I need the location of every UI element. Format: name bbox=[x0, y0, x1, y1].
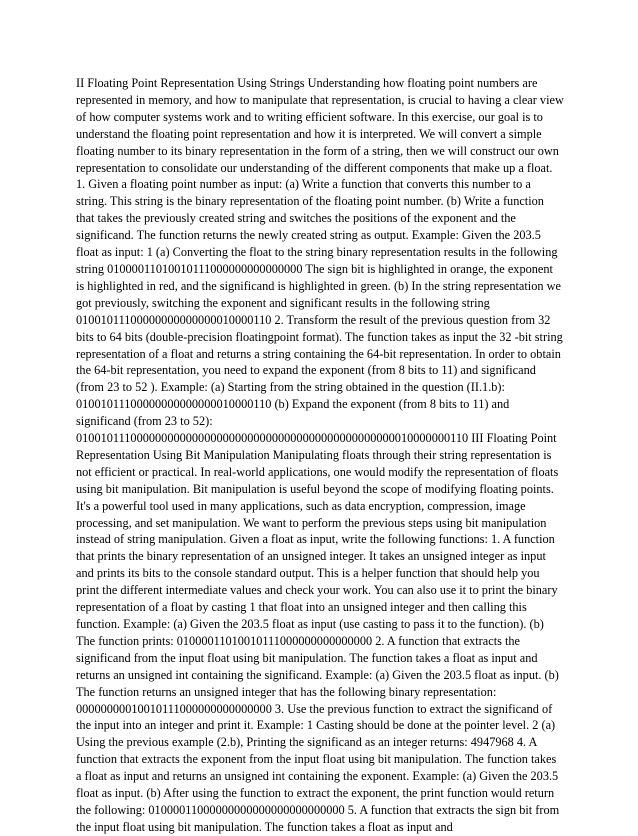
body-text: II Floating Point Representation Using Strings Understanding how floating point numbers are represented in memory, and how to manipulate that representation, is crucial to having a clear view of how computer systems work and to writing efficient software. In this exercise, our goal is to understand the floating point representation and how it is interpreted. We will convert a simple floating number to its binary representation in the form of a string, then we will construct our own representation to consolidate our understanding of the different components that make up a float. 1. Given a floating point number as input: (a) Write a function that converts this number to a string. This string is the binary representation of the floating point number. (b) Write a function that takes the previously created string and switches the positions of the exponent and the significand. The function returns the newly created string as output. Example: Given the 203.5 float as input: 1 (a) Converting the float to the string binary representation results in the following string 01000011010010111000000000000000 The sign bit is highlighted in orange, the exponent is highlighted in red, and the significand is highlighted in green. (b) In the string representation we got previously, switching the exponent and significant results in the following string 01001011100000000000000010000110 2. Transform the result of the previous question from 32 bits to 64 bits (double-precision floatingpoint format). The function takes as input the 32 -bit string representation of a float and returns a string containing the 64-bit representation. In order to obtain the 64-bit representation, you need to expand the exponent (from 8 bits to 11) and significand (from 23 to 52 ). Example: (a) Starting from the string obtained in the question (II.1.b): 01001011100000000000000010000110 (b) Expand the exponent (from 8 bits to 11) and significand (from 23 to 52): 0100101110000000000000000000000000000000000000000000010000000110 III Floating Point Representation Using Bit Manipulation Manipulating floats through their string representation is not efficient or practical. In real-world applications, one would modify the representation of floats using bit manipulation. Bit manipulation is useful beyond the scope of modifying floating points. It's a powerful tool used in many applications, such as data encryption, compression, image processing, and set manipulation. We want to perform the previous steps using bit manipulation instead of string manipulation. Given a float as input, write the following functions: 1. A function that prints the binary representation of an unsigned integer. It takes an unsigned integer as input and prints its bits to the console standard output. This is a helper function that should help you print the different intermediate values and check your work. You can also use it to print the binary representation of a float by casting 1 that float into an unsigned integer and then calling this function. Example: (a) Given the 203.5 float as input (use casting to pass it to the function). (b) The function prints: 01000011010010111000000000000000 2. A function that extracts the significand from the input float using bit manipulation. The function takes a float as input and returns an unsigned int containing the significand. Example: (a) Given the 203.5 float as input. (b) The function returns an unsigned integer that has the following binary representation: 00000000010010111000000000000000 3. Use the previous function to extract the significand of the input into an integer and print it. Example: 1 Casting should be done at the pointer level. 2 (a) Using the previous example (2.b), Printing the significand as an integer returns: 4947968 4. A function that extracts the exponent from the input float using bit manipulation. The function takes a float as input and returns an unsigned int containing the exponent. Example: (a) Given the 203.5 float as input. (b) After using the function to extract the exponent, the print function would return the following: 01000011000000000000000000000000 5. A function that extracts the sign bit from the input float using bit manipulation. The function takes a float as input and bbox=[76, 76, 564, 834]
